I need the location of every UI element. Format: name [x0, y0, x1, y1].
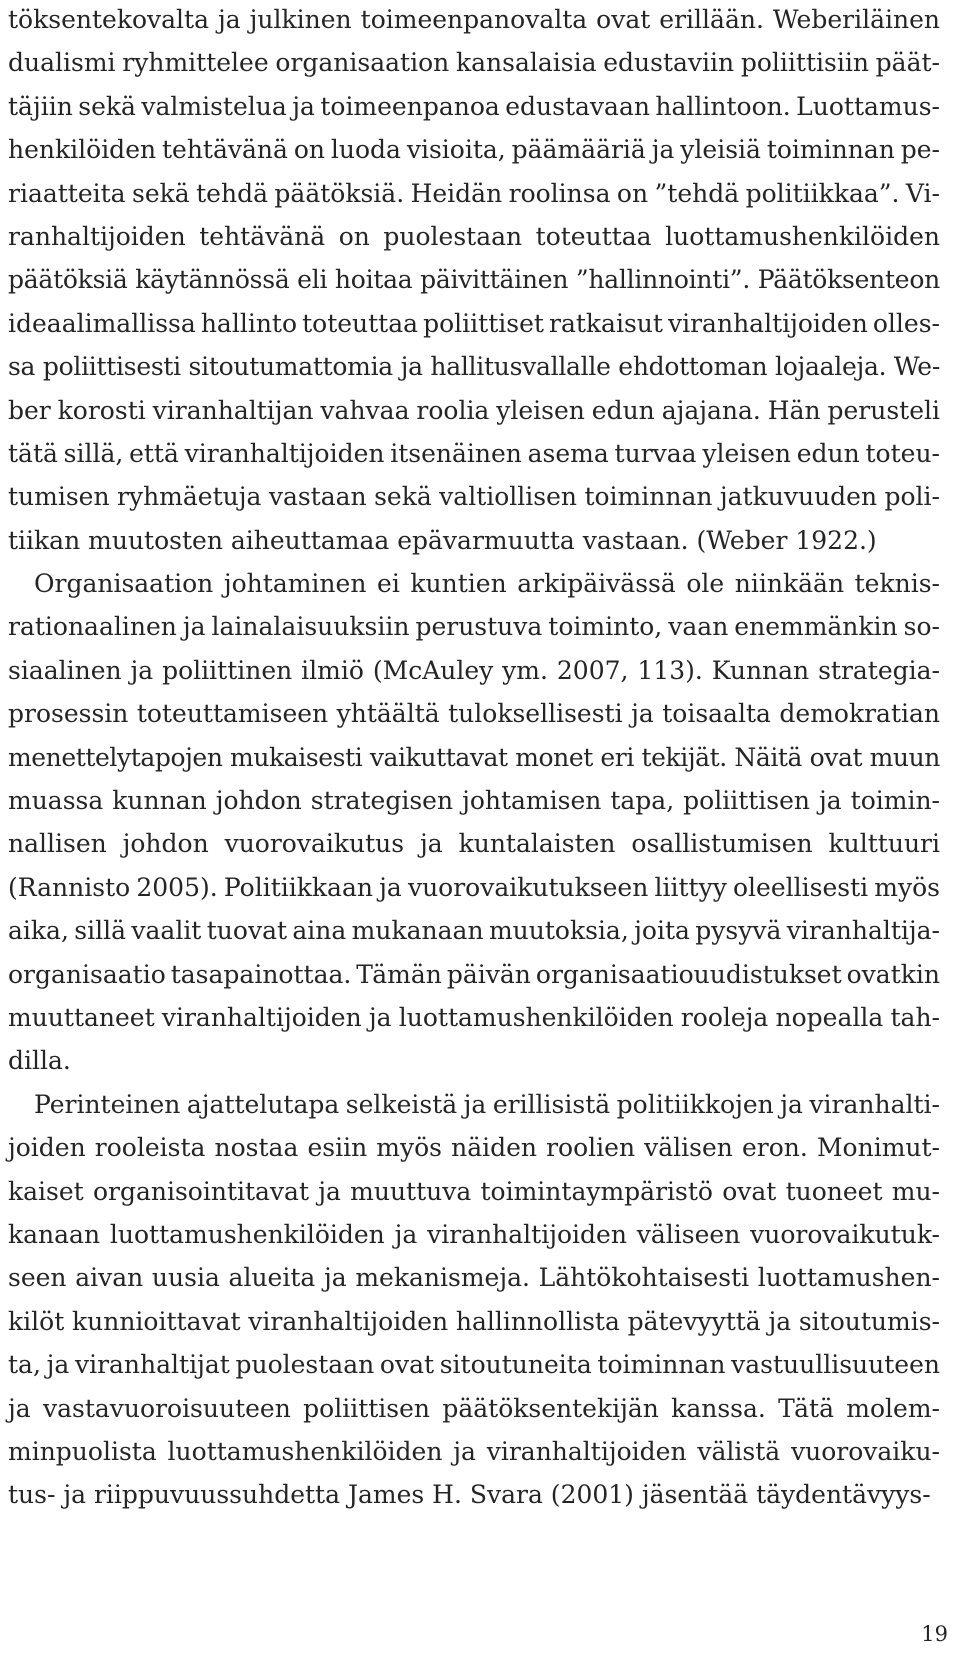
- text-line: tätä sillä, että viranhaltijoiden itsenäinen asema turvaa yleisen edun toteu-: [8, 438, 940, 468]
- text-line: päätöksiä käytännössä eli hoitaa päivittäinen ”hallinnointi”. Päätöksenteon: [8, 265, 940, 295]
- text-line: prosessin toteuttamiseen yhtäältä tuloksellisesti ja toisaalta demokratian: [8, 699, 940, 729]
- text-line: sa poliittisesti sitoutumattomia ja hallitusvallalle ehdottoman lojaaleja. We-: [8, 352, 940, 382]
- text-line: kanaan luottamushenkilöiden ja viranhaltijoiden väliseen vuorovaikutuk-: [8, 1219, 940, 1249]
- text-line: henkilöiden tehtävänä on luoda visioita, päämääriä ja yleisiä toiminnan pe-: [8, 135, 940, 165]
- text-line: tus- ja riippuvuussuhdetta James H. Svara (2001) jäsentää täydentävyys-: [8, 1480, 931, 1510]
- text-line: muuttaneet viranhaltijoiden ja luottamushenkilöiden rooleja nopealla tah-: [8, 1002, 940, 1032]
- text-line: minpuolista luottamushenkilöiden ja viranhaltijoiden välistä vuorovaiku-: [8, 1436, 940, 1466]
- text-line: organisaatio tasapainottaa. Tämän päivän organisaatiouudistukset ovatkin: [8, 959, 940, 989]
- text-line: ber korosti viranhaltijan vahvaa roolia yleisen edun ajajana. Hän perusteli: [8, 395, 940, 425]
- text-line: menettelytapojen mukaisesti vaikuttavat monet eri tekijät. Näitä ovat muun: [8, 742, 940, 772]
- text-line: ja vastavuoroisuuteen poliittisen päätöksentekijän kanssa. Tätä molem-: [8, 1393, 940, 1423]
- text-line: töksentekovalta ja julkinen toimeenpanovalta ovat erillään. Weberiläinen: [8, 5, 940, 34]
- text-line: seen aivan uusia alueita ja mekanismeja. Lähtökohtaisesti luottamushen-: [8, 1263, 940, 1293]
- text-line: kilöt kunnioittavat viranhaltijoiden hallinnollista pätevyyttä ja sitoutumis-: [8, 1306, 940, 1336]
- text-line: tumisen ryhmäetuja vastaan sekä valtiollisen toiminnan jatkuvuuden poli-: [8, 482, 940, 512]
- body-text: [8, 0, 948, 1517]
- text-line: joiden rooleista nostaa esiin myös näiden roolien välisen eron. Monimut-: [8, 1133, 940, 1163]
- text-line: ideaalimallissa hallinto toteuttaa poliittiset ratkaisut viranhaltijoiden olles-: [8, 308, 940, 338]
- text-line: muassa kunnan johdon strategisen johtamisen tapa, poliittisen ja toimin-: [8, 786, 940, 816]
- text-line: ranhaltijoiden tehtävänä on puolestaan toteuttaa luottamushenkilöiden: [8, 221, 940, 251]
- text-line: kaiset organisointitavat ja muuttuva toimintaympäristö ovat tuoneet mu-: [8, 1176, 940, 1206]
- text-line: (Rannisto 2005). Politiikkaan ja vuorovaikutukseen liittyy oleellisesti myös: [8, 872, 940, 902]
- text-line: Perinteinen ajattelutapa selkeistä ja erillisistä politiikkojen ja viranhalti-: [34, 1089, 940, 1119]
- text-line: aika, sillä vaalit tuovat aina mukanaan muutoksia, joita pysyvä viranhaltija-: [8, 916, 941, 946]
- text-line: riaatteita sekä tehdä päätöksiä. Heidän roolinsa on ”tehdä politiikkaa”. Vi-: [8, 178, 940, 208]
- text-line: dilla.: [8, 1046, 71, 1076]
- text-line: nallisen johdon vuorovaikutus ja kuntalaisten osallistumisen kulttuuri: [8, 829, 940, 859]
- text-line: täjiin sekä valmistelua ja toimeenpanoa edustavaan hallintoon. Luottamus-: [8, 91, 940, 121]
- text-line: siaalinen ja poliittinen ilmiö (McAuley ym. 2007, 113). Kunnan strategia-: [8, 655, 940, 685]
- page-number: 19: [921, 1622, 948, 1646]
- text-line: rationaalinen ja lainalaisuuksiin perustuva toiminto, vaan enemmänkin so-: [8, 612, 940, 642]
- text-line: Organisaation johtaminen ei kuntien arkipäivässä ole niinkään teknis-: [34, 569, 940, 599]
- text-line: dualismi ryhmittelee organisaation kansalaisia edustaviin poliittisiin päät-: [8, 48, 940, 78]
- text-line: tiikan muutosten aiheuttamaa epävarmuutta vastaan. (Weber 1922.): [8, 525, 877, 555]
- text-line: ta, ja viranhaltijat puolestaan ovat sitoutuneita toiminnan vastuullisuuteen: [8, 1350, 940, 1380]
